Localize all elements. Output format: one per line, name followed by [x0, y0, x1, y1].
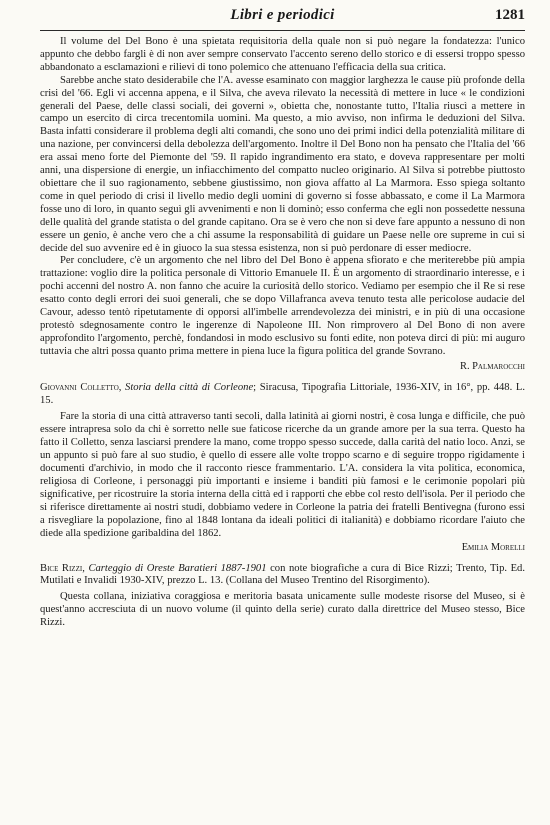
review2-signature: Emilia Morelli — [461, 541, 525, 553]
review3-author: Bice Rizzi — [40, 562, 83, 574]
review3-details: con note biografiche a cura di Bice Rizzi; Trento, Tip. Ed. Mutilati e Invalidi 1930-XIV, prezzo L. 13. (Collana del Museo Trentino del Risorgimento). — [40, 562, 526, 587]
review2-book-title: Storia della città di Corleone — [125, 381, 254, 393]
review2-paragraph-1: Fare la storia di una città attraverso tanti secoli, dalla latinità ai giorni nostri, è cosa lunga e difficile, che può essere intrapresa solo da chi è sorretto nelle sue faticose ricerche da un grande amore per la sua terra. Questo ha fatto il Colletto, senza lasciarsi prendere la mano, come troppo spesso succede, dalla carità del natio loco. Anzi, se un appunto si può fare al suo studio, è quello di essere alle volte troppo scarno e di seguire troppo rigidamente i documenti d'archivio, in modo che il racconto riesce frammentario. L'A. considera la vita politica, economica, religiosa di Corleone, i personaggi più importanti e insieme i banditi più famosi e le cerimonie popolari più significative, per ricostruire la storia interna della città ed i rapporti che ebbe col resto dell'isola. Per il periodo che si riferisce direttamente ai nostri studi, dobbiamo vedere in Corleone la patria dei fratelli Bentivegna (furono essi a risvegliare la popolazione, fino al 1848 lontana da ideali politici di italianità) e dobbiamo ricordare l'aiuto che diede alla spedizione garibaldina del 1862. — [40, 411, 525, 539]
review3-bibliographic-entry: Bice Rizzi, Carteggio di Oreste Baratieri 1887-1901 con note biografiche a cura di Bice Rizzi; Trento, Tip. Ed. Mutilati e Invalidi 1930-XIV, prezzo L. 13. (Collana del Museo Trentino del Risorgimento). — [40, 562, 526, 587]
review2-bibliographic-entry: Giovanni Colletto, Storia della città di Corleone; Siracusa, Tipografia Littoriale, 1936-XIV, in 16°, pp. 448. L. 15. — [40, 381, 526, 406]
review2-publisher: ; Siracusa, Tipografia Littoriale, 1936-XIV, in 16°, pp. 448. L. 15. — [40, 381, 526, 406]
text-body — [40, 36, 525, 630]
review1-paragraph-3: Per concludere, c'è un argomento che nel libro del Del Bono è appena sfiorato e che meriterebbe più ampia trattazione: voglio dire la politica personale di Vittorio Emanuele II. È un argomento di straordinario interesse, e i pochi accenni del nostro A. non fanno che acuire la curiosità dello storico. Vediamo per esempio che il Re si rese esatto conto degli errori dei suoi generali, che se dopo Villafranca aveva tenuto testa alle pericolose audacie del Cavour, adesso tentò ripetutamente di opporsi all'imbelle arrendevolezza dei ministri, e in più di una occasione protestò sdegnosamente contro le ingerenze di Napoleone III. Non rimprovero al Del Bono di non avere approfondito l'argomento, perchè, fondandosi in modo esclusivo su fonti edite, non poteva dirci di più: mi auguro tuttavia che altri possa quanto prima mettere in piena luce la figura politica del grande Sovrano. — [40, 255, 525, 357]
review1-signature: R. Palmarocchi — [460, 360, 525, 372]
review3-paragraph-1: Questa collana, iniziativa coraggiosa e meritoria basata unicamente sulle modeste risorse del Museo, si è quest'anno accresciuta di un nuovo volume (il quinto della serie) curato dalla direttrice del Museo stesso, Bice Rizzi. — [40, 591, 525, 629]
page-number: 1281 — [495, 7, 525, 23]
review1-paragraph-1: Il volume del Del Bono è una spietata requisitoria della quale non si può negare la fondatezza: l'unico appunto che debbo fargli è di non aver sempre conservato l'accento sereno dello storico e di essersi troppo spesso abbandonato a esclamazioni e rilievi di tono polemico che attenuano l'efficacia della sua critica. — [40, 36, 525, 73]
header-rule — [40, 30, 525, 31]
review1-paragraph-2: Sarebbe anche stato desiderabile che l'A. avesse esaminato con maggior larghezza le cause più profonde della crisi del '66. Egli vi accenna appena, e il Silva, che aveva rilevato la necessità di mettere in luce « le condizioni generali del Paese, delle classi sociali, dei governi », obietta che, nonostante tutto, l'Italia riuscì a mettere in campo un esercito di circa trecentomila uomini. Ma questo, a mio avviso, non infirma le deduzioni del Silva. Basta infatti considerare il problema degli alti comandi, che sono uno dei primi indici della potenzialità militare di una nazione, per convincersi della debolezza dell'argomento. Inoltre il Del Bono non ha pensato che l'Italia del '66 era assai meno forte del Piemonte del '59. Il rapido ingrandimento era stato, e doveva rappresentare per molti anni, una dispersione di energie, un infiacchimento del compatto nucleo originario. Al Silva si potrebbe piuttosto obiettare che il suo ragionamento, sebbene giustissimo, non giova affatto al La Marmora. Esso spiega soltanto come in quel periodo di crisi il livello medio degli uomini di governo si fosse abbassato, e come il La Marmora fosse uno di loro, in quanto seguì gli avvenimenti e non li dominò; esso conferma che egli non possedette nessuna delle qualità del grande statista o del grande capitano. Ora se è vero che non si deve fare appunto a nessuno di non essere un genio, è anche vero che a chi assume la responsabilità di guidare un Paese nelle ore supreme in cui si decide del suo avvenire ed è in giuoco la sua stessa esistenza, non si può perdonare di esser mediocre. — [40, 74, 525, 254]
running-header — [40, 0, 525, 30]
section-title: Libri e periodici — [230, 7, 335, 23]
review2-author: Giovanni Colletto — [40, 381, 119, 393]
review3-book-title: Carteggio di Oreste Baratieri 1887-1901 — [88, 562, 267, 574]
